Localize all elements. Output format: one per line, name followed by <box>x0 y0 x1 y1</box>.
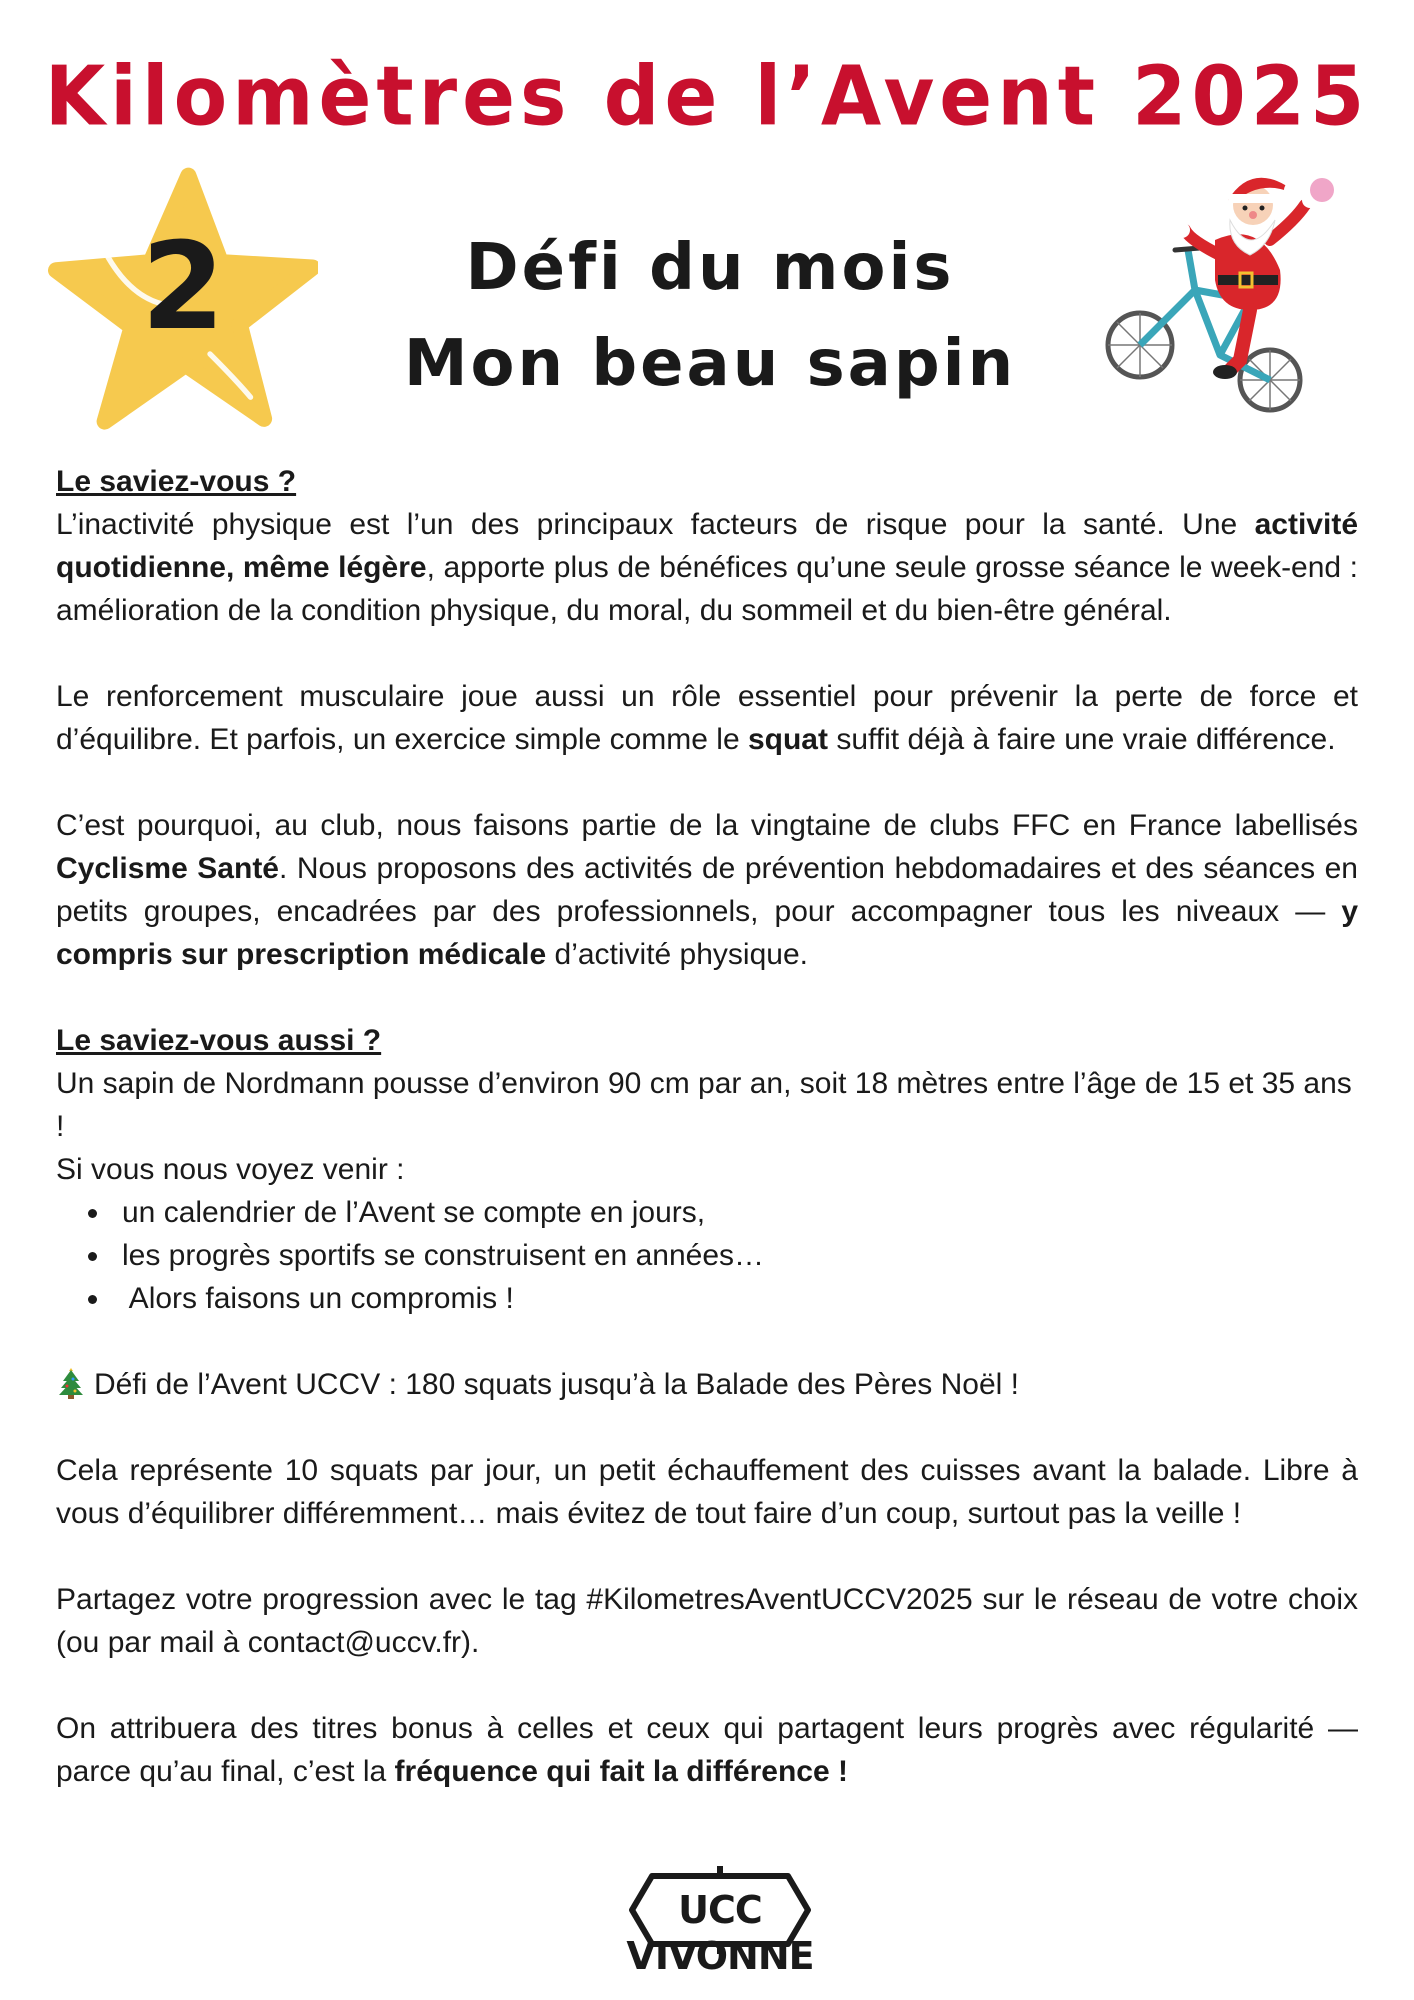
body-text <box>56 460 1358 1836</box>
text-run-bold: squat <box>747 723 828 756</box>
text-run-bold: fréquence qui fait la différence ! <box>394 1755 848 1788</box>
challenge-line-1: Défi du mois <box>465 231 955 305</box>
christmas-tree-icon <box>56 1366 86 1400</box>
list-item: • Alors faisons un compromis ! <box>112 1277 1358 1320</box>
text-run: Si vous nous voyez venir : <box>56 1153 405 1186</box>
paragraph-detail: Cela représente 10 squats par jour, un petit échauffement des cuisses avant la balade. Libre à vous d’équilibrer différemment… mais évitez de tout faire d’un coup, surtout pas la veille ! <box>56 1454 1358 1530</box>
text-run-bold: activité quotidienne, même légère <box>56 508 1358 584</box>
text-run: suffit déjà à faire une vraie différence. <box>827 723 1336 756</box>
logo-text: UCC VIVONNE <box>626 1888 814 1978</box>
text-run: C’est pourquoi, au club, nous faisons partie de la vingtaine de clubs FFC en France labellisés <box>56 809 1358 842</box>
list-item: • un calendrier de l’Avent se compte en jours, <box>112 1191 1358 1234</box>
paragraph-bonus <box>56 1707 1358 1793</box>
text-run: , apporte plus de bénéfices qu’une seule grosse séance le week-end : amélioration de la condition physique, du moral, du sommeil et du bien-être général. <box>56 551 1359 627</box>
text-run: . Nous proposons des activités de prévention hebdomadaires et des séances en petits groupes, encadrées par des professionnels, pour accompagner tous les niveaux — <box>56 852 1358 928</box>
text-run: d’activité physique. <box>546 938 808 971</box>
bullet-list <box>56 1191 1358 1320</box>
day-number: 2 <box>141 218 225 357</box>
page-title: Kilomètres de l’Avent 2025 <box>44 49 1370 145</box>
text-run-bold: Cyclisme Santé <box>56 852 279 885</box>
paragraph-intro <box>56 460 1358 632</box>
santa-on-bicycle-illustration <box>1100 160 1370 430</box>
text-run: Un sapin de Nordmann pousse d’environ 90 cm par an, soit 18 mètres entre l’âge de 15 et 35 ans ! <box>56 1067 1352 1143</box>
section-heading-saviez-vous-aussi: Le saviez-vous aussi ? <box>56 1024 382 1057</box>
challenge-line-2: Mon beau sapin <box>403 327 1017 401</box>
list-item: • les progrès sportifs se construisent en années… <box>112 1234 1358 1277</box>
text-run: Le renforcement musculaire joue aussi un rôle essentiel pour prévenir la perte de force et d’équilibre. Et parfois, un exercice simple comme le <box>56 680 1358 756</box>
challenge-text: Défi de l’Avent UCCV : 180 squats jusqu’à la Balade des Pères Noël ! <box>94 1368 1019 1401</box>
text-run: L’inactivité physique est l’un des principaux facteurs de risque pour la santé. Une <box>56 508 1255 541</box>
text-run: On attribuera des titres bonus à celles et ceux qui partagent leurs progrès avec régularité — parce qu’au final, c’est la <box>56 1712 1358 1788</box>
paragraph-renforcement <box>56 675 1358 761</box>
challenge-heading <box>340 220 1080 412</box>
section-heading-saviez-vous: Le saviez-vous ? <box>56 465 297 498</box>
paragraph-defi <box>56 1363 1358 1406</box>
paragraph-club <box>56 804 1358 976</box>
paragraph-sapin <box>56 1019 1358 1191</box>
text-run-bold: y compris sur prescription médicale <box>56 895 1358 971</box>
paragraph-share: Partagez votre progression avec le tag #KilometresAventUCCV2025 sur le réseau de votre choix (ou par mail à contact@uccv.fr). <box>56 1583 1358 1659</box>
